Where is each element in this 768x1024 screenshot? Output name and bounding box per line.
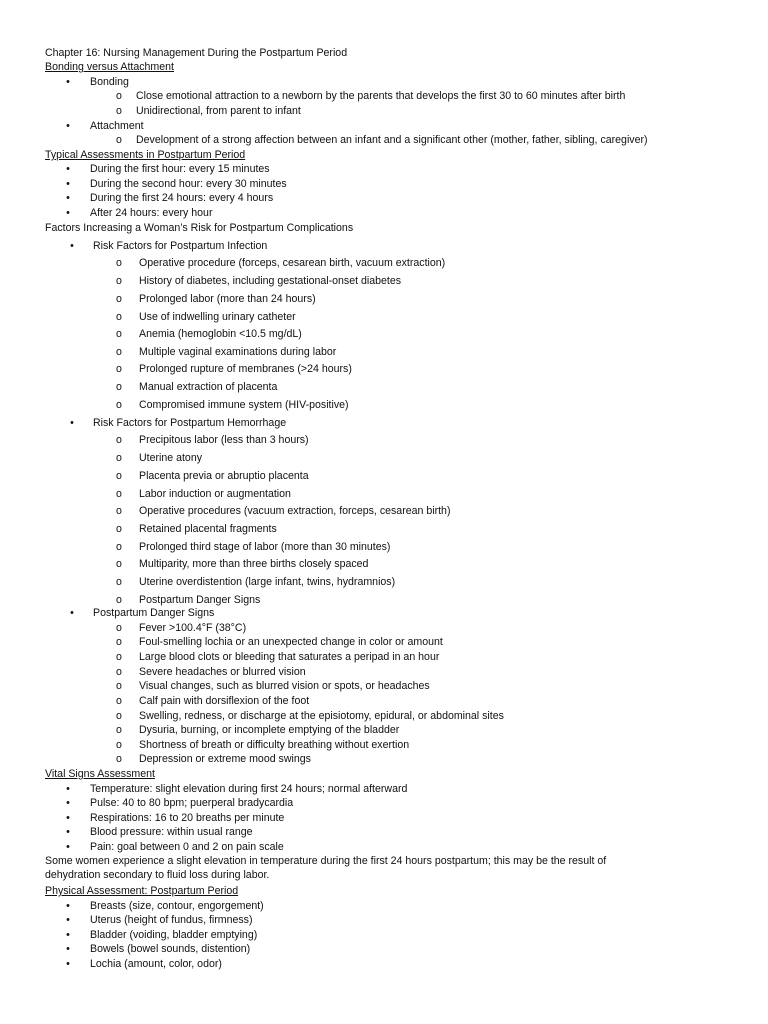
sub-bullet: o xyxy=(116,363,122,375)
list-item: During the first hour: every 15 minutes xyxy=(90,163,270,175)
bullet: • xyxy=(66,783,70,795)
sub-list-item: Postpartum Danger Signs xyxy=(139,594,261,606)
bullet: • xyxy=(66,914,70,926)
sub-list-item: Placenta previa or abruptio placenta xyxy=(139,470,309,482)
sub-bullet: o xyxy=(116,680,122,692)
sub-list-item: Use of indwelling urinary catheter xyxy=(139,311,296,323)
bullet: • xyxy=(66,120,70,132)
sub-bullet: o xyxy=(116,399,122,411)
bullet: • xyxy=(66,163,70,175)
sub-bullet: o xyxy=(116,558,122,570)
bullet: • xyxy=(70,417,74,429)
sub-bullet: o xyxy=(116,134,122,146)
sub-list-item: Multiparity, more than three births closely spaced xyxy=(139,558,369,570)
sub-list-item: Precipitous labor (less than 3 hours) xyxy=(139,434,309,446)
sub-bullet: o xyxy=(116,724,122,736)
bullet: • xyxy=(70,607,74,619)
list-item: Temperature: slight elevation during first 24 hours; normal afterward xyxy=(90,783,408,795)
sub-bullet: o xyxy=(116,739,122,751)
list-item: Uterus (height of fundus, firmness) xyxy=(90,914,253,926)
bullet: • xyxy=(66,192,70,204)
sub-bullet: o xyxy=(116,105,122,117)
section-heading-factors: Factors Increasing a Woman’s Risk for Postpartum Complications xyxy=(45,222,354,234)
sub-bullet: o xyxy=(116,651,122,663)
sub-list-item: Depression or extreme mood swings xyxy=(139,753,311,765)
bullet: • xyxy=(70,240,74,252)
list-item: Lochia (amount, color, odor) xyxy=(90,958,222,970)
sub-bullet: o xyxy=(116,488,122,500)
sub-bullet: o xyxy=(116,381,122,393)
bullet: • xyxy=(66,900,70,912)
sub-bullet: o xyxy=(116,666,122,678)
sub-list-item: Development of a strong affection between an infant and a significant other (mother, father, sibling, caregiver) xyxy=(136,134,648,146)
bullet: • xyxy=(66,76,70,88)
list-item: During the second hour: every 30 minutes xyxy=(90,178,287,190)
sub-bullet: o xyxy=(116,636,122,648)
sub-list-item: Prolonged third stage of labor (more than 30 minutes) xyxy=(139,541,391,553)
sub-list-item: Compromised immune system (HIV-positive) xyxy=(139,399,349,411)
list-item: Pain: goal between 0 and 2 on pain scale xyxy=(90,841,284,853)
sub-list-item: Labor induction or augmentation xyxy=(139,488,291,500)
sub-list-item: Uterine overdistention (large infant, twins, hydramnios) xyxy=(139,576,396,588)
list-item-bonding: Bonding xyxy=(90,76,129,88)
sub-list-item: Fever >100.4°F (38°C) xyxy=(139,622,247,634)
paragraph-line: dehydration secondary to fluid loss during labor. xyxy=(45,869,270,881)
sub-list-item: History of diabetes, including gestational-onset diabetes xyxy=(139,275,402,287)
bullet: • xyxy=(66,841,70,853)
list-item: Respirations: 16 to 20 breaths per minute xyxy=(90,812,285,824)
sub-list-item: Swelling, redness, or discharge at the episiotomy, epidural, or abdominal sites xyxy=(139,710,504,722)
sub-list-item: Unidirectional, from parent to infant xyxy=(136,105,301,117)
sub-bullet: o xyxy=(116,293,122,305)
bullet: • xyxy=(66,178,70,190)
sub-bullet: o xyxy=(116,622,122,634)
list-item: Pulse: 40 to 80 bpm; puerperal bradycardia xyxy=(90,797,294,809)
list-item: Blood pressure: within usual range xyxy=(90,826,253,838)
list-item: Breasts (size, contour, engorgement) xyxy=(90,900,264,912)
sub-bullet: o xyxy=(116,452,122,464)
sub-list-item: Manual extraction of placenta xyxy=(139,381,278,393)
sub-bullet: o xyxy=(116,470,122,482)
bullet: • xyxy=(66,812,70,824)
sub-list-item: Large blood clots or bleeding that saturates a peripad in an hour xyxy=(139,651,440,663)
sub-bullet: o xyxy=(116,346,122,358)
list-item-danger: Postpartum Danger Signs xyxy=(93,607,215,619)
sub-bullet: o xyxy=(116,257,122,269)
sub-bullet: o xyxy=(116,695,122,707)
sub-bullet: o xyxy=(116,434,122,446)
sub-list-item: Visual changes, such as blurred vision or spots, or headaches xyxy=(139,680,430,692)
section-heading-bonding: Bonding versus Attachment xyxy=(45,61,174,73)
list-item: Bladder (voiding, bladder emptying) xyxy=(90,929,258,941)
sub-list-item: Operative procedures (vacuum extraction, forceps, cesarean birth) xyxy=(139,505,451,517)
sub-list-item: Prolonged labor (more than 24 hours) xyxy=(139,293,316,305)
section-heading-typical: Typical Assessments in Postpartum Period xyxy=(45,149,246,161)
sub-bullet: o xyxy=(116,275,122,287)
bullet: • xyxy=(66,826,70,838)
sub-list-item: Severe headaches or blurred vision xyxy=(139,666,306,678)
section-heading-vitals: Vital Signs Assessment xyxy=(45,768,155,780)
bullet: • xyxy=(66,943,70,955)
sub-bullet: o xyxy=(116,90,122,102)
list-item-infection: Risk Factors for Postpartum Infection xyxy=(93,240,268,252)
sub-list-item: Foul-smelling lochia or an unexpected change in color or amount xyxy=(139,636,443,648)
list-item: Bowels (bowel sounds, distention) xyxy=(90,943,251,955)
bullet: • xyxy=(66,207,70,219)
bullet: • xyxy=(66,929,70,941)
page-title: Chapter 16: Nursing Management During the Postpartum Period xyxy=(45,47,348,59)
sub-bullet: o xyxy=(116,505,122,517)
paragraph-line: Some women experience a slight elevation in temperature during the first 24 hours postpartum; this may be the result of xyxy=(45,855,607,867)
sub-bullet: o xyxy=(116,753,122,765)
list-item-attachment: Attachment xyxy=(90,120,144,132)
sub-list-item: Retained placental fragments xyxy=(139,523,277,535)
sub-list-item: Calf pain with dorsiflexion of the foot xyxy=(139,695,310,707)
sub-list-item: Operative procedure (forceps, cesarean birth, vacuum extraction) xyxy=(139,257,446,269)
sub-bullet: o xyxy=(116,328,122,340)
sub-list-item: Multiple vaginal examinations during labor xyxy=(139,346,337,358)
sub-list-item: Dysuria, burning, or incomplete emptying of the bladder xyxy=(139,724,400,736)
bullet: • xyxy=(66,797,70,809)
sub-bullet: o xyxy=(116,541,122,553)
sub-list-item: Prolonged rupture of membranes (>24 hours) xyxy=(139,363,352,375)
sub-bullet: o xyxy=(116,311,122,323)
list-item: After 24 hours: every hour xyxy=(90,207,213,219)
sub-bullet: o xyxy=(116,523,122,535)
section-heading-physical: Physical Assessment: Postpartum Period xyxy=(45,885,239,897)
sub-bullet: o xyxy=(116,594,122,606)
sub-list-item: Shortness of breath or difficulty breathing without exertion xyxy=(139,739,410,751)
sub-list-item: Anemia (hemoglobin <10.5 mg/dL) xyxy=(139,328,302,340)
sub-list-item: Uterine atony xyxy=(139,452,203,464)
sub-list-item: Close emotional attraction to a newborn by the parents that develops the first 30 to 60 minutes after birth xyxy=(136,90,626,102)
list-item-hemorrhage: Risk Factors for Postpartum Hemorrhage xyxy=(93,417,287,429)
list-item: During the first 24 hours: every 4 hours xyxy=(90,192,274,204)
sub-bullet: o xyxy=(116,576,122,588)
sub-bullet: o xyxy=(116,710,122,722)
bullet: • xyxy=(66,958,70,970)
